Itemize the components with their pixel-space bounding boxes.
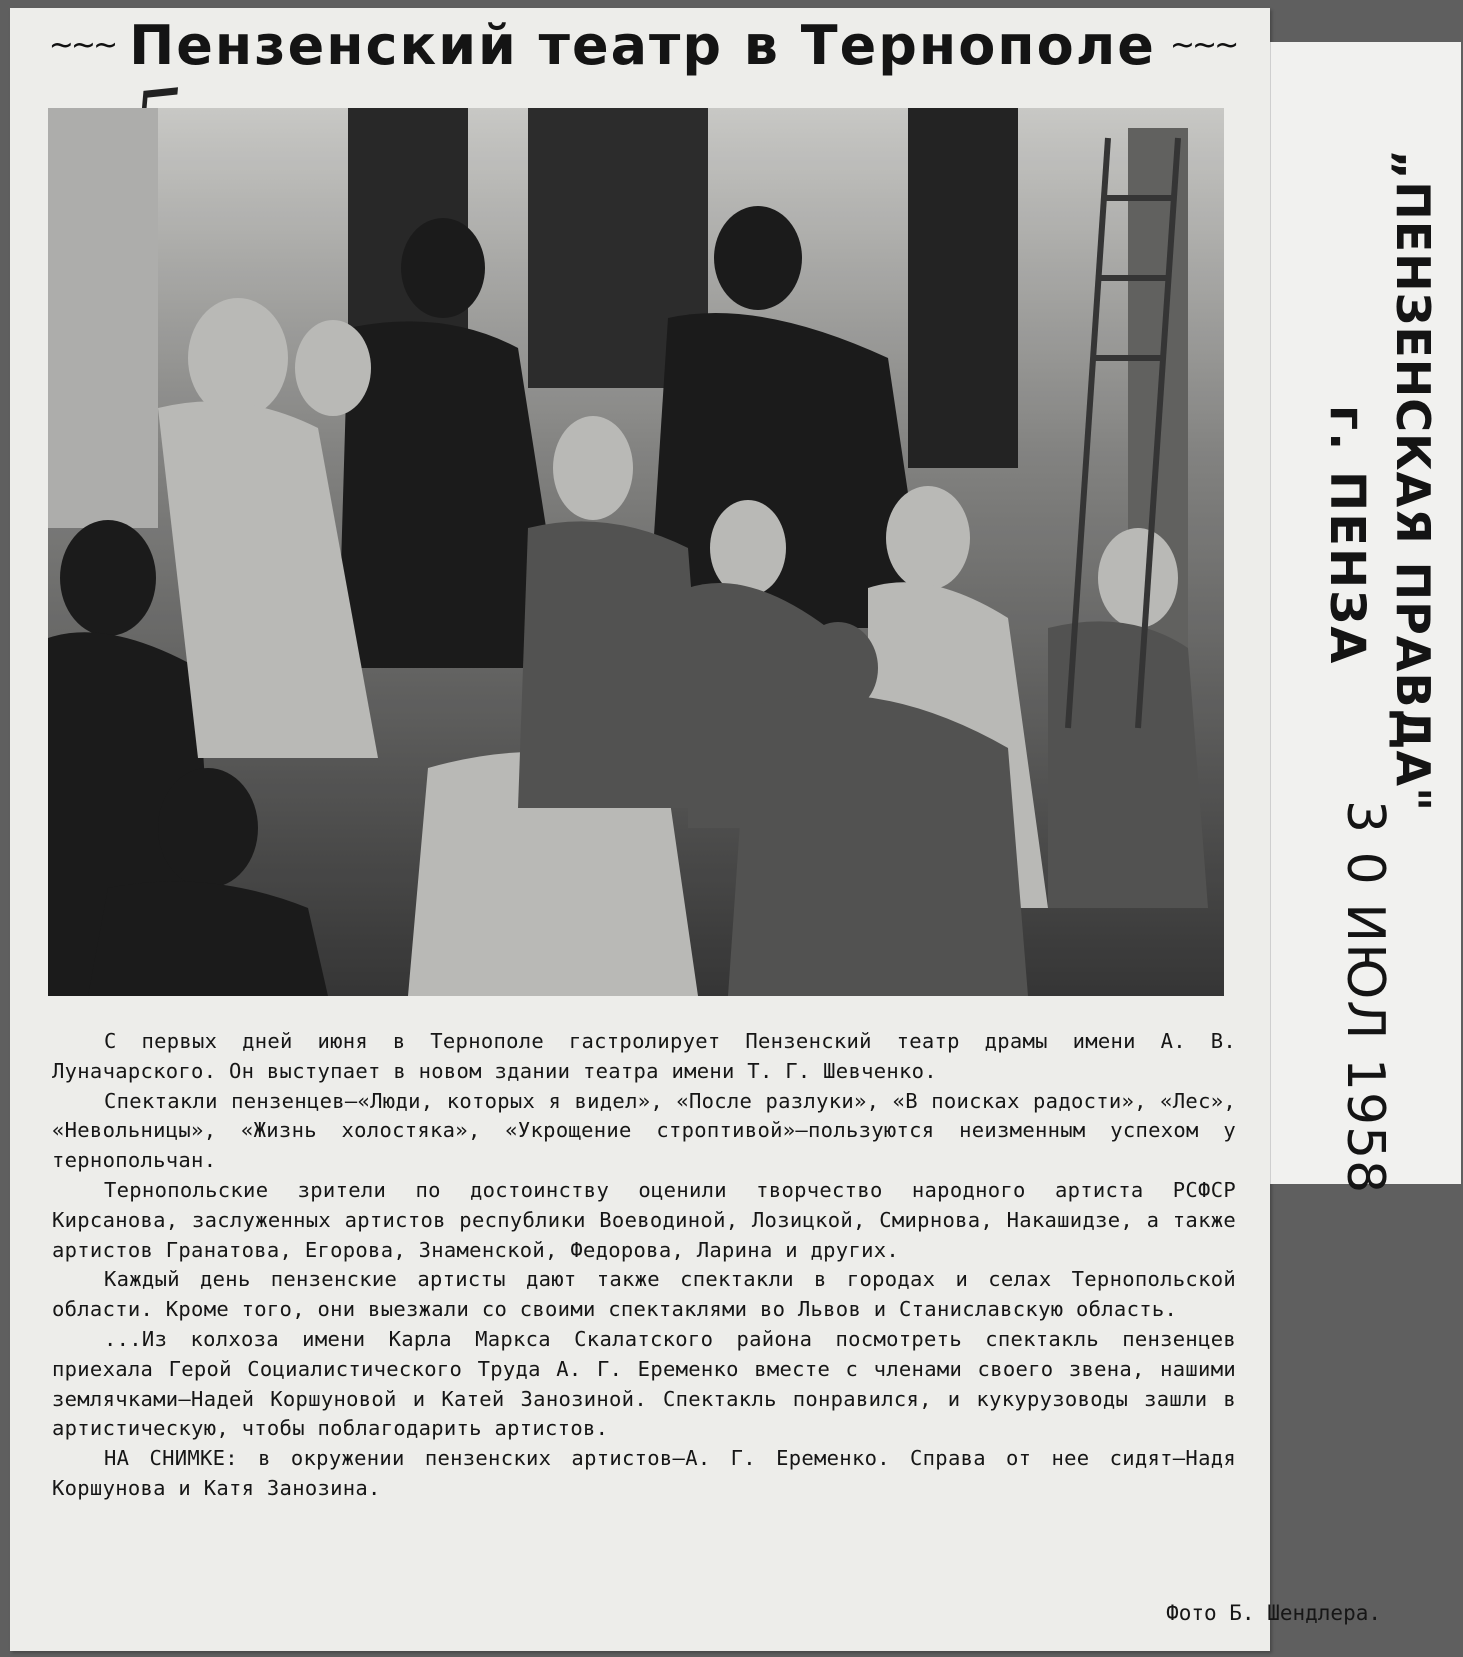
headline-ornament-right: ~~~ bbox=[1169, 27, 1237, 63]
article-body bbox=[52, 1027, 1236, 1504]
headline-ornament-left: ~~~ bbox=[48, 27, 116, 63]
paragraph-1: С первых дней июня в Тернополе гастролирует Пензенский театр драмы имени А. В. Луначарского. Он выступает в новом здании театра имени Т. Г. Шевченко. bbox=[52, 1029, 1236, 1083]
stamp-city: г. ПЕНЗА bbox=[1319, 405, 1375, 666]
group-photo-image bbox=[48, 108, 1224, 996]
stamp-date: 3 0 ИЮЛ 1958 bbox=[1335, 800, 1395, 1195]
headline-bar bbox=[25, 10, 1260, 80]
photo-credit: Фото Б. Шендлера. bbox=[1166, 1601, 1381, 1625]
paragraph-2: Спектакли пензенцев—«Люди, которых я видел», «После разлуки», «В поисках радости», «Лес», «Невольницы», «Жизнь холостяка», «Укрощение строптивой»—пользуются неизменным успехом у тернопольчан. bbox=[52, 1088, 1236, 1173]
paragraph-3: Тернопольские зрители по достоинству оценили творчество народного артиста РСФСР Кирсанова, заслуженных артистов республики Воеводиной, Лозицкой, Смирнова, Накашидзе, а также артистов Гранатова, Егорова, Знаменской, Федорова, Ларина и других. bbox=[52, 1177, 1236, 1262]
photo-caption: НА СНИМКЕ: в окружении пензенских артистов—А. Г. Еременко. Справа от нее сидят—Надя Коршунова и Катя Занозина. bbox=[52, 1446, 1236, 1500]
group-photo bbox=[48, 108, 1224, 996]
headline: Пензенский театр в Тернополе bbox=[129, 13, 1156, 77]
newspaper-stamp bbox=[1275, 150, 1445, 1195]
paragraph-4: Каждый день пензенские артисты дают также спектакли в городах и селах Тернопольской области. Кроме того, они выезжали со своими спектаклями во Львов и Станиславскую область. bbox=[52, 1267, 1236, 1322]
stamp-newspaper-name: „ПЕНЗЕНСКАЯ ПРАВДА" bbox=[1386, 150, 1440, 813]
paragraph-5: ...Из колхоза имени Карла Маркса Скалатского района посмотреть спектакль пензенцев приехала Герой Социалистического Труда А. Г. Еременко вместе с членами своего звена, нашими землячками—Надей Коршуновой и Катей Занозиной. Спектакль понравился, и кукурузоводы зашли в артистическую, чтобы поблагодарить артистов. bbox=[52, 1326, 1236, 1441]
